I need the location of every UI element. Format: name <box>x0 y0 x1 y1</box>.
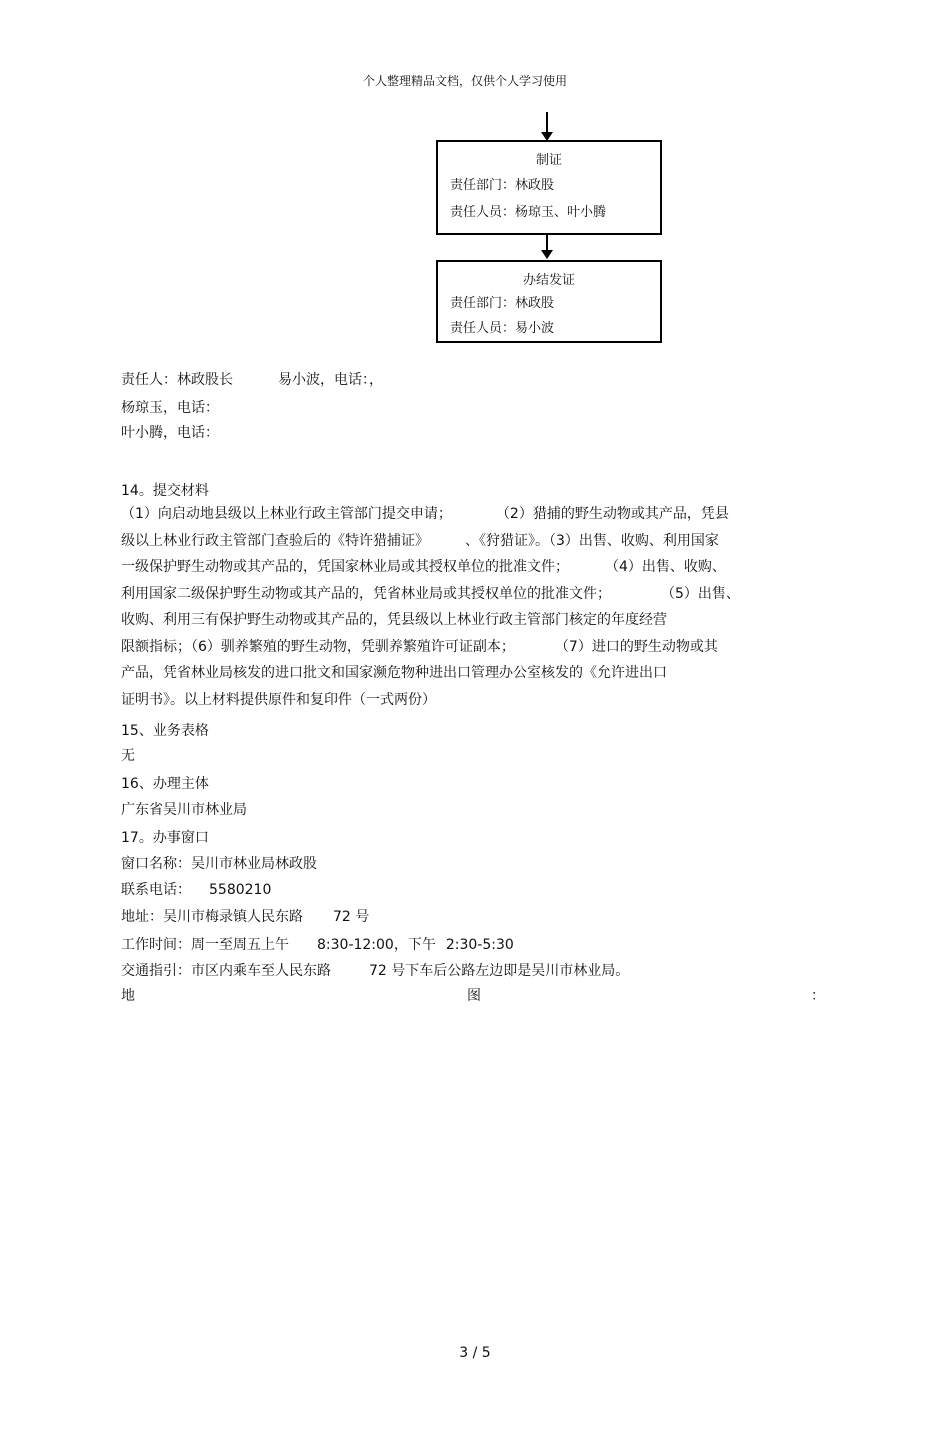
materials-line: 一级保护野生动物或其产品的，凭国家林业局或其授权单位的批准文件； （4）出售、收购、 <box>121 559 726 575</box>
responsible-title: 责任人：林政股长 <box>121 372 233 388</box>
responsible-line-3: 叶小腾，电话： <box>121 425 219 441</box>
phone-number: 5580210 <box>209 882 272 898</box>
flow-box-issue-certificate <box>436 140 662 235</box>
window-hours: 工作时间：周一至周五上午 8:30-12:00，下午 2:30-5:30 <box>121 937 514 953</box>
window-name: 窗口名称：吴川市林业局林政股 <box>121 856 317 872</box>
section-16-content: 广东省吴川市林业局 <box>121 802 247 818</box>
page-number: 3 / 5 <box>459 1345 491 1361</box>
section-15-content: 无 <box>121 748 135 764</box>
section-14-title: 14。提交材料 <box>121 483 209 499</box>
page-header: 个人整理精品文档，仅供个人学习使用 <box>362 74 567 88</box>
map-label-colon: ： <box>811 988 825 1004</box>
flow-box-staff: 责任人员：杨琼玉、叶小腾 <box>450 205 607 220</box>
flow-box-dept: 责任部门：林政股 <box>450 296 555 311</box>
responsible-contact: 易小波，电话：， <box>278 372 383 388</box>
section-15-title: 15、业务表格 <box>121 723 209 739</box>
flow-box-staff: 责任人员：易小波 <box>450 321 555 336</box>
materials-line: 利用国家二级保护野生动物或其产品的，凭省林业局或其授权单位的批准文件； （5）出售、 <box>121 585 740 602</box>
flow-box-title: 办结发证 <box>522 273 575 288</box>
flow-box-title: 制证 <box>535 153 562 168</box>
window-address: 地址：吴川市梅录镇人民东路 72 号 <box>121 909 370 925</box>
flow-box-dept: 责任部门：林政股 <box>450 178 555 193</box>
map-label-char: 地 <box>121 988 135 1004</box>
flow-arrow-top <box>546 112 548 139</box>
materials-line: 收购、利用三有保护野生动物或其产品的，凭县级以上林业行政主管部门核定的年度经营 <box>121 612 667 628</box>
map-label-char: 图 <box>467 988 481 1004</box>
materials-line: 产品，凭省林业局核发的进口批文和国家濒危物种进出口管理办公室核发的《允许进出口 <box>121 665 667 681</box>
responsible-line-1 <box>121 367 383 393</box>
flow-arrow-middle <box>546 235 548 257</box>
section-17-title: 17。办事窗口 <box>121 830 209 846</box>
flow-box-complete-issue <box>436 260 662 343</box>
window-traffic-guide: 交通指引：市区内乘车至人民东路 72 号下车后公路左边即是吴川市林业局。 <box>121 963 630 979</box>
section-14-materials <box>121 501 833 713</box>
materials-line: 限额指标；（6）驯养繁殖的野生动物，凭驯养繁殖许可证副本； （7）进口的野生动物或其 <box>121 638 718 655</box>
section-16-title: 16、办理主体 <box>121 776 209 792</box>
materials-line: 级以上林业行政主管部门查验后的《特许猎捕证》 、《狩猎证》。（3）出售、收购、利用国家 <box>121 532 719 549</box>
responsible-line-2: 杨琼玉，电话： <box>121 400 219 416</box>
materials-line: 证明书》。以上材料提供原件和复印件（一式两份） <box>121 691 436 708</box>
window-phone: 联系电话： 5580210 <box>121 882 272 898</box>
materials-line: （1）向启动地县级以上林业行政主管部门提交申请； （2）猎捕的野生动物或其产品，凭县 <box>121 506 729 522</box>
